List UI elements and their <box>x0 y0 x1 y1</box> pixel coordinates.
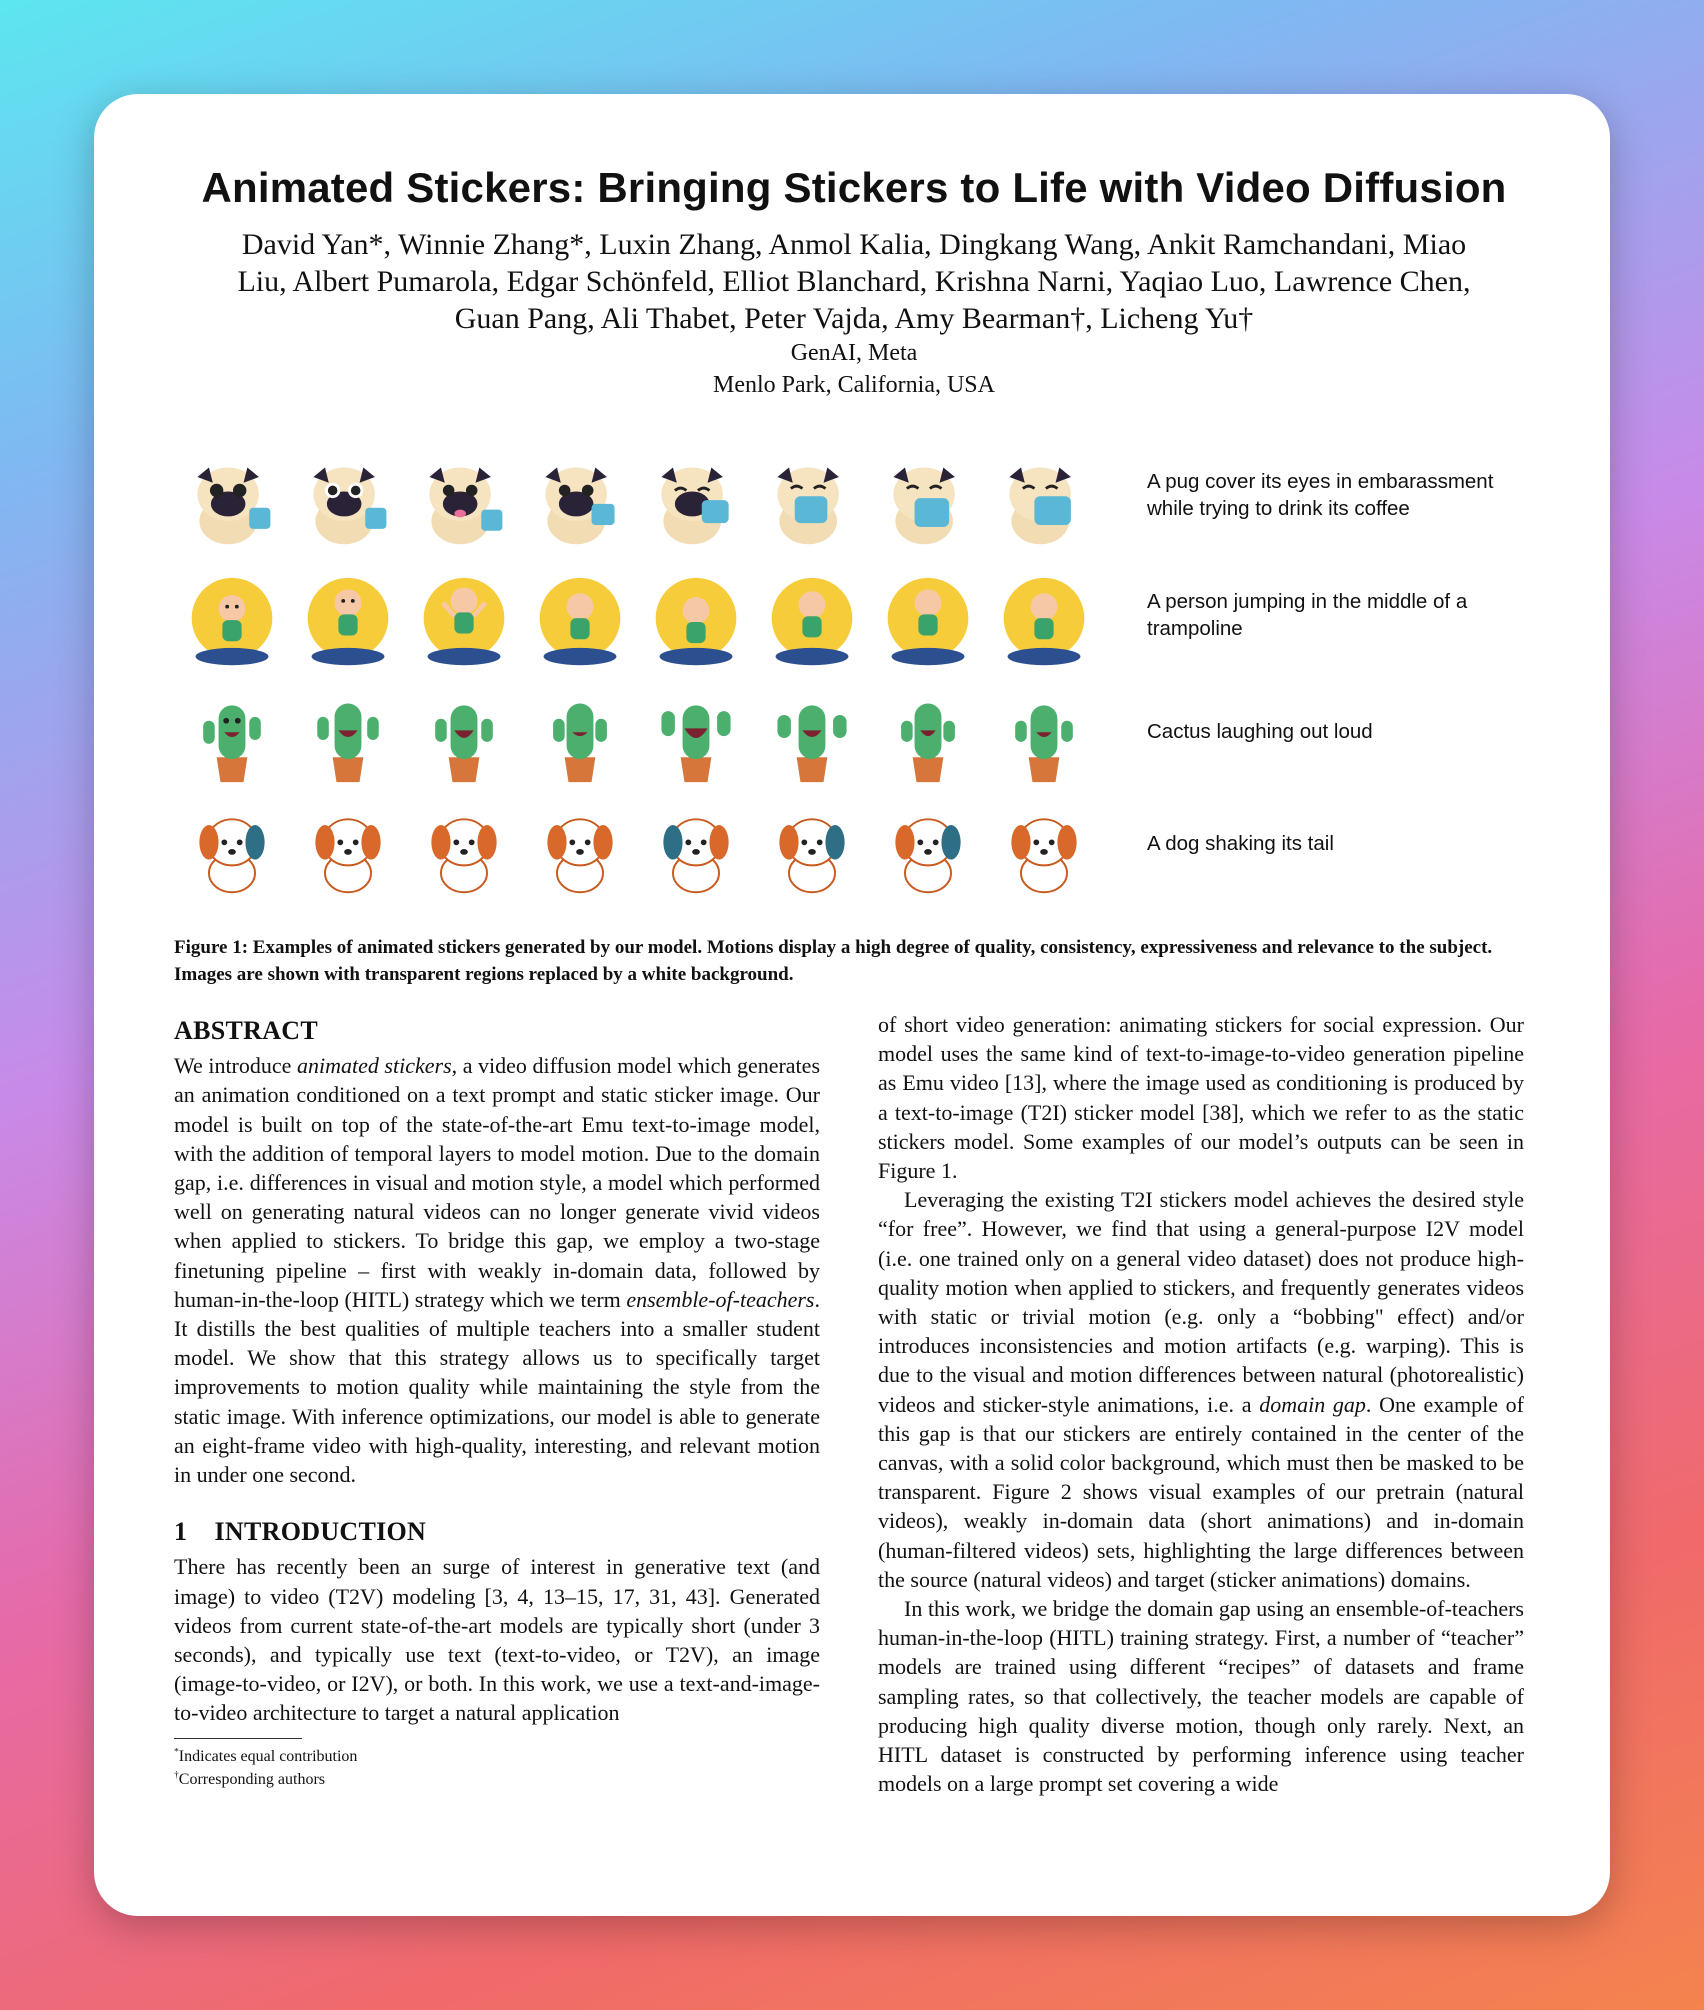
abstract-text: . It distills the best qualities of multiple teachers into a smaller student model. We show that this strategy allows us to specifically target improvements to motion quality while maintaining the style from the static image. With inference optimizations, our model is able to generate an eight-frame video with high-quality, interesting, and relevant motion in under one second. <box>174 1286 820 1488</box>
intro-paragraph: There has recently been an surge of interest in generative text (and image) to video (T2V) modeling [3, 4, 13–15, 17, 31, 43]. Generated videos from current state-of-the-art models are typically short (under 3 seconds), and typically use text (text-to-video, or T2V), an image (image-to-video, or I2V), or both. In this work, we use a text-and-image-to-video architecture to target a natural application <box>174 1554 820 1726</box>
baby-trampoline-sticker-frame <box>996 574 1092 670</box>
cactus-sticker-frame <box>764 690 860 786</box>
affiliation: GenAI, Meta <box>790 340 918 366</box>
baby-trampoline-sticker-frame <box>300 574 396 670</box>
dog-sticker-frame <box>532 802 628 898</box>
abstract-heading: ABSTRACT <box>174 1016 318 1045</box>
figure-caption: Figure 1: Examples of animated stickers generated by our model. Motions display a high degree of quality, consistency, expressiveness and relevance to the subject. Images are shown with transparent regions replaced by a white background. <box>174 937 1493 985</box>
cactus-sticker-frame <box>300 690 396 786</box>
abstract-emphasis: animated stickers <box>296 1053 452 1079</box>
baby-trampoline-sticker-frame <box>764 574 860 670</box>
right-column <box>878 1010 1524 1798</box>
author-list: David Yan*, Winnie Zhang*, Luxin Zhang, Anmol Kalia, Dingkang Wang, Ankit Ramchandani, Miao Liu, Albert Pumarola, Edgar Schönfeld, Elliot Blanchard, Krishna Narni, Yaqiao Luo, Lawrence Chen, Guan Pang, Ali Thabet, Peter Vajda, Amy Bearman†, Licheng Yu† <box>237 228 1471 335</box>
dog-sticker-frame <box>764 802 860 898</box>
left-column <box>174 1016 820 1791</box>
abstract-text: , a video diffusion model which generates an animation conditioned on a text prompt and static sticker image. Our model is built on top of the state-of-the-art Emu text-to-image model, with the addition of temporal layers to model motion. Due to the domain gap, i.e. differences in visual and motion style, a model which performed well on generating natural videos can no longer generate vivid videos when applied to stickers. To bridge this gap, we employ a two-stage finetuning pipeline – first with weakly in-domain data, followed by human-in-the-loop (HITL) strategy which we term <box>174 1053 821 1312</box>
cactus-sticker-frame <box>880 690 976 786</box>
figure-row-caption: A dog shaking its tail <box>1147 832 1334 855</box>
footnote-text: Corresponding authors <box>178 1770 325 1788</box>
abstract-paragraph <box>174 1051 820 1489</box>
dog-sticker-frame <box>880 802 976 898</box>
footnote-text: Indicates equal contribution <box>178 1747 358 1765</box>
pug-sticker-frame <box>996 454 1092 550</box>
figure-row-caption: A pug cover its eyes in embarassment while trying to drink its coffee <box>1147 470 1494 520</box>
baby-trampoline-sticker-frame <box>416 574 512 670</box>
introduction-heading: 1 INTRODUCTION <box>174 1517 427 1547</box>
intro-text: Leveraging the existing T2I stickers model achieves the desired style “for free”. However, we find that using a general-purpose I2V model (i.e. one trained only on a general video dataset) does not produce high-quality motion when applied to stickers, and frequently generates videos with static or trivial motion (e.g. only a “bobbing" effect) and/or introduces inconsistencies and motion artifacts (e.g. warping). This is due to the visual and motion differences between natural (photorealistic) videos and sticker-style animations, i.e. a <box>878 1187 1524 1417</box>
dog-sticker-frame <box>416 802 512 898</box>
footnote-mark: † <box>174 1769 179 1781</box>
pug-sticker-frame <box>648 454 744 550</box>
intro-paragraph: In this work, we bridge the domain gap using an ensemble-of-teachers human-in-the-loop (HITL) training strategy. First, a number of “teacher” models are trained using different “recipes” of datasets and frame sampling rates, so that collectively, the teacher models are capable of producing high quality diverse motion, though only rarely. Next, an HITL dataset is constructed by performing inference using teacher models on a large prompt set covering a wide <box>878 1596 1524 1797</box>
cactus-sticker-frame <box>648 690 744 786</box>
figure-row-dog <box>174 802 1534 912</box>
figure-row-caption: Cactus laughing out loud <box>1147 720 1373 743</box>
footnote <box>174 1768 820 1791</box>
figure-row-caption: A person jumping in the middle of a trampoline <box>1147 590 1468 640</box>
paper-page <box>174 164 1534 1797</box>
dog-sticker-frame <box>648 802 744 898</box>
abstract-emphasis: ensemble-of-teachers <box>626 1286 815 1312</box>
dog-sticker-frame <box>300 802 396 898</box>
cactus-sticker-frame <box>532 690 628 786</box>
figure-row-pug <box>174 454 1534 564</box>
intro-paragraph <box>878 1185 1524 1594</box>
abstract-text: We introduce <box>174 1053 297 1079</box>
baby-trampoline-sticker-frame <box>532 574 628 670</box>
figure-row-trampoline <box>174 574 1534 684</box>
pug-sticker-frame <box>184 454 280 550</box>
paper-card <box>94 94 1610 1916</box>
pug-sticker-frame <box>764 454 860 550</box>
footnote <box>174 1745 820 1768</box>
cactus-sticker-frame <box>416 690 512 786</box>
pug-sticker-frame <box>416 454 512 550</box>
location: Menlo Park, California, USA <box>713 372 995 398</box>
paper-title: Animated Stickers: Bringing Stickers to Life with Video Diffusion <box>201 164 1507 211</box>
figure-row-cactus <box>174 690 1534 800</box>
cactus-sticker-frame <box>996 690 1092 786</box>
figure-1 <box>174 454 1534 914</box>
pug-sticker-frame <box>532 454 628 550</box>
baby-trampoline-sticker-frame <box>880 574 976 670</box>
footnote-mark: * <box>174 1746 179 1758</box>
pug-sticker-frame <box>880 454 976 550</box>
intro-text: . One example of this gap is that our stickers are entirely contained in the center of the canvas, with a solid color background, which must then be masked to be transparent. Figure 2 shows visual examples of our pretrain (natural videos), weakly in-domain data (short animations) and in-domain (human-filtered videos) sets, highlighting the large differences between the source (natural videos) and target (sticker animations) domains. <box>878 1391 1524 1592</box>
footnote-rule <box>174 1738 302 1739</box>
intro-paragraph-continued: of short video generation: animating stickers for social expression. Our model uses the same kind of text-to-image-to-video generation pipeline as Emu video [13], where the image used as conditioning is produced by a text-to-image (T2I) sticker model [38], which we refer to as the static stickers model. Some examples of our model’s outputs can be seen in Figure 1. <box>878 1012 1524 1184</box>
intro-emphasis: domain gap <box>1259 1391 1366 1417</box>
baby-trampoline-sticker-frame <box>648 574 744 670</box>
cactus-sticker-frame <box>184 690 280 786</box>
dog-sticker-frame <box>184 802 280 898</box>
pug-sticker-frame <box>300 454 396 550</box>
baby-trampoline-sticker-frame <box>184 574 280 670</box>
dog-sticker-frame <box>996 802 1092 898</box>
